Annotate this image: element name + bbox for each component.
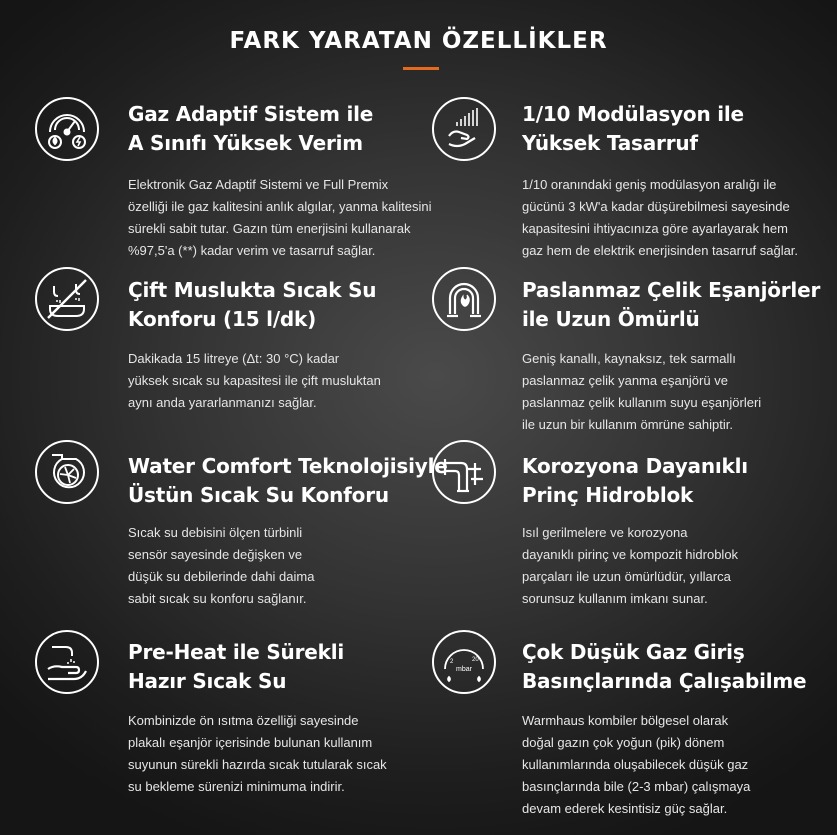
- pressure-gauge-icon: [432, 630, 496, 694]
- feature-description: Kombinizde ön ısıtma özelliği sayesinde plakalı eşanjör içerisinde bulunan kullanım suyunun sürekli hazırda sıcak tutularak sıcak su bekleme sürenizi minimuma indirir.: [128, 713, 387, 794]
- feature-description: Sıcak su debisini ölçen türbinli sensör sayesinde değişken ve düşük su debilerinde dahi daima sabit sıcak su konforu sağlanır.: [128, 525, 315, 606]
- feature-title: Pre-Heat ile Sürekli Hazır Sıcak Su: [128, 640, 345, 693]
- modulation-hand-icon: [432, 97, 496, 161]
- title-underline: [403, 67, 439, 70]
- feature-title: Çok Düşük Gaz Giriş Basınçlarında Çalışabilme: [522, 640, 807, 693]
- pipe-block-icon: [432, 440, 496, 504]
- page-title: FARK YARATAN ÖZELLİKLER: [229, 28, 608, 54]
- gauge-high-label: 20: [472, 657, 479, 663]
- double-faucet-icon: [35, 267, 99, 331]
- feature-title: Paslanmaz Çelik Eşanjörler ile Uzun Ömürlü: [522, 278, 821, 331]
- feature-title: 1/10 Modülasyon ile Yüksek Tasarruf: [522, 102, 744, 155]
- feature-description: Geniş kanallı, kaynaksız, tek sarmallı paslanmaz çelik yanma eşanjörü ve paslanmaz çelik kullanım suyu eşanjörleri ile uzun bir kullanım ömrüne sahiptir.: [522, 351, 762, 432]
- feature-description: Warmhaus kombiler bölgesel olarak doğal gazın çok yoğun (pik) dönem kullanımlarında oluşabilecek düşük gaz basınçlarında bile (2-3 mbar) çalışmaya devam ederek kesintisiz güç sağlar.: [522, 713, 751, 816]
- feature-description: Dakikada 15 litreye (Δt: 30 °C) kadar yüksek sıcak su kapasitesi ile çift musluktan aynı anda yararlanmanızı sağlar.: [128, 351, 381, 410]
- exchanger-flame-icon: [432, 267, 496, 331]
- feature-description: Elektronik Gaz Adaptif Sistemi ve Full Premix özelliği ile gaz kalitesini anlık algılar, yanma kalitesini sürekli sabit tutar. Gazın tüm enerjisini kullanarak %97,5'a (**) kadar verim ve tasarruf sağlar.: [128, 177, 432, 258]
- feature-title: Water Comfort Teknolojisiyle Üstün Sıcak Su Konforu: [128, 454, 448, 507]
- turbine-icon: [35, 440, 99, 504]
- gauge-low-label: 2: [450, 659, 454, 665]
- feature-description: 1/10 oranındaki geniş modülasyon aralığı ile gücünü 3 kW'a kadar düşürebilmesi sayesinde kapasitesini ihtiyacınıza göre ayarlayarak hem gaz hem de elektrik enerjisinden tasarruf sağlar.: [522, 177, 799, 258]
- feature-description: Isıl gerilmelere ve korozyona dayanıklı pirinç ve kompozit hidroblok parçaları ile uzun ömürlüdür, yıllarca sorunsuz kullanım imkanı sunar.: [522, 525, 739, 606]
- hand-wash-icon: [35, 630, 99, 694]
- feature-title: Çift Muslukta Sıcak Su Konforu (15 l/dk): [128, 278, 377, 331]
- gauge-flame-icon: [35, 97, 99, 161]
- gauge-unit-label: mbar: [456, 666, 472, 673]
- feature-title: Korozyona Dayanıklı Prinç Hidroblok: [522, 454, 748, 507]
- feature-title: Gaz Adaptif Sistem ile A Sınıfı Yüksek Verim: [128, 102, 374, 155]
